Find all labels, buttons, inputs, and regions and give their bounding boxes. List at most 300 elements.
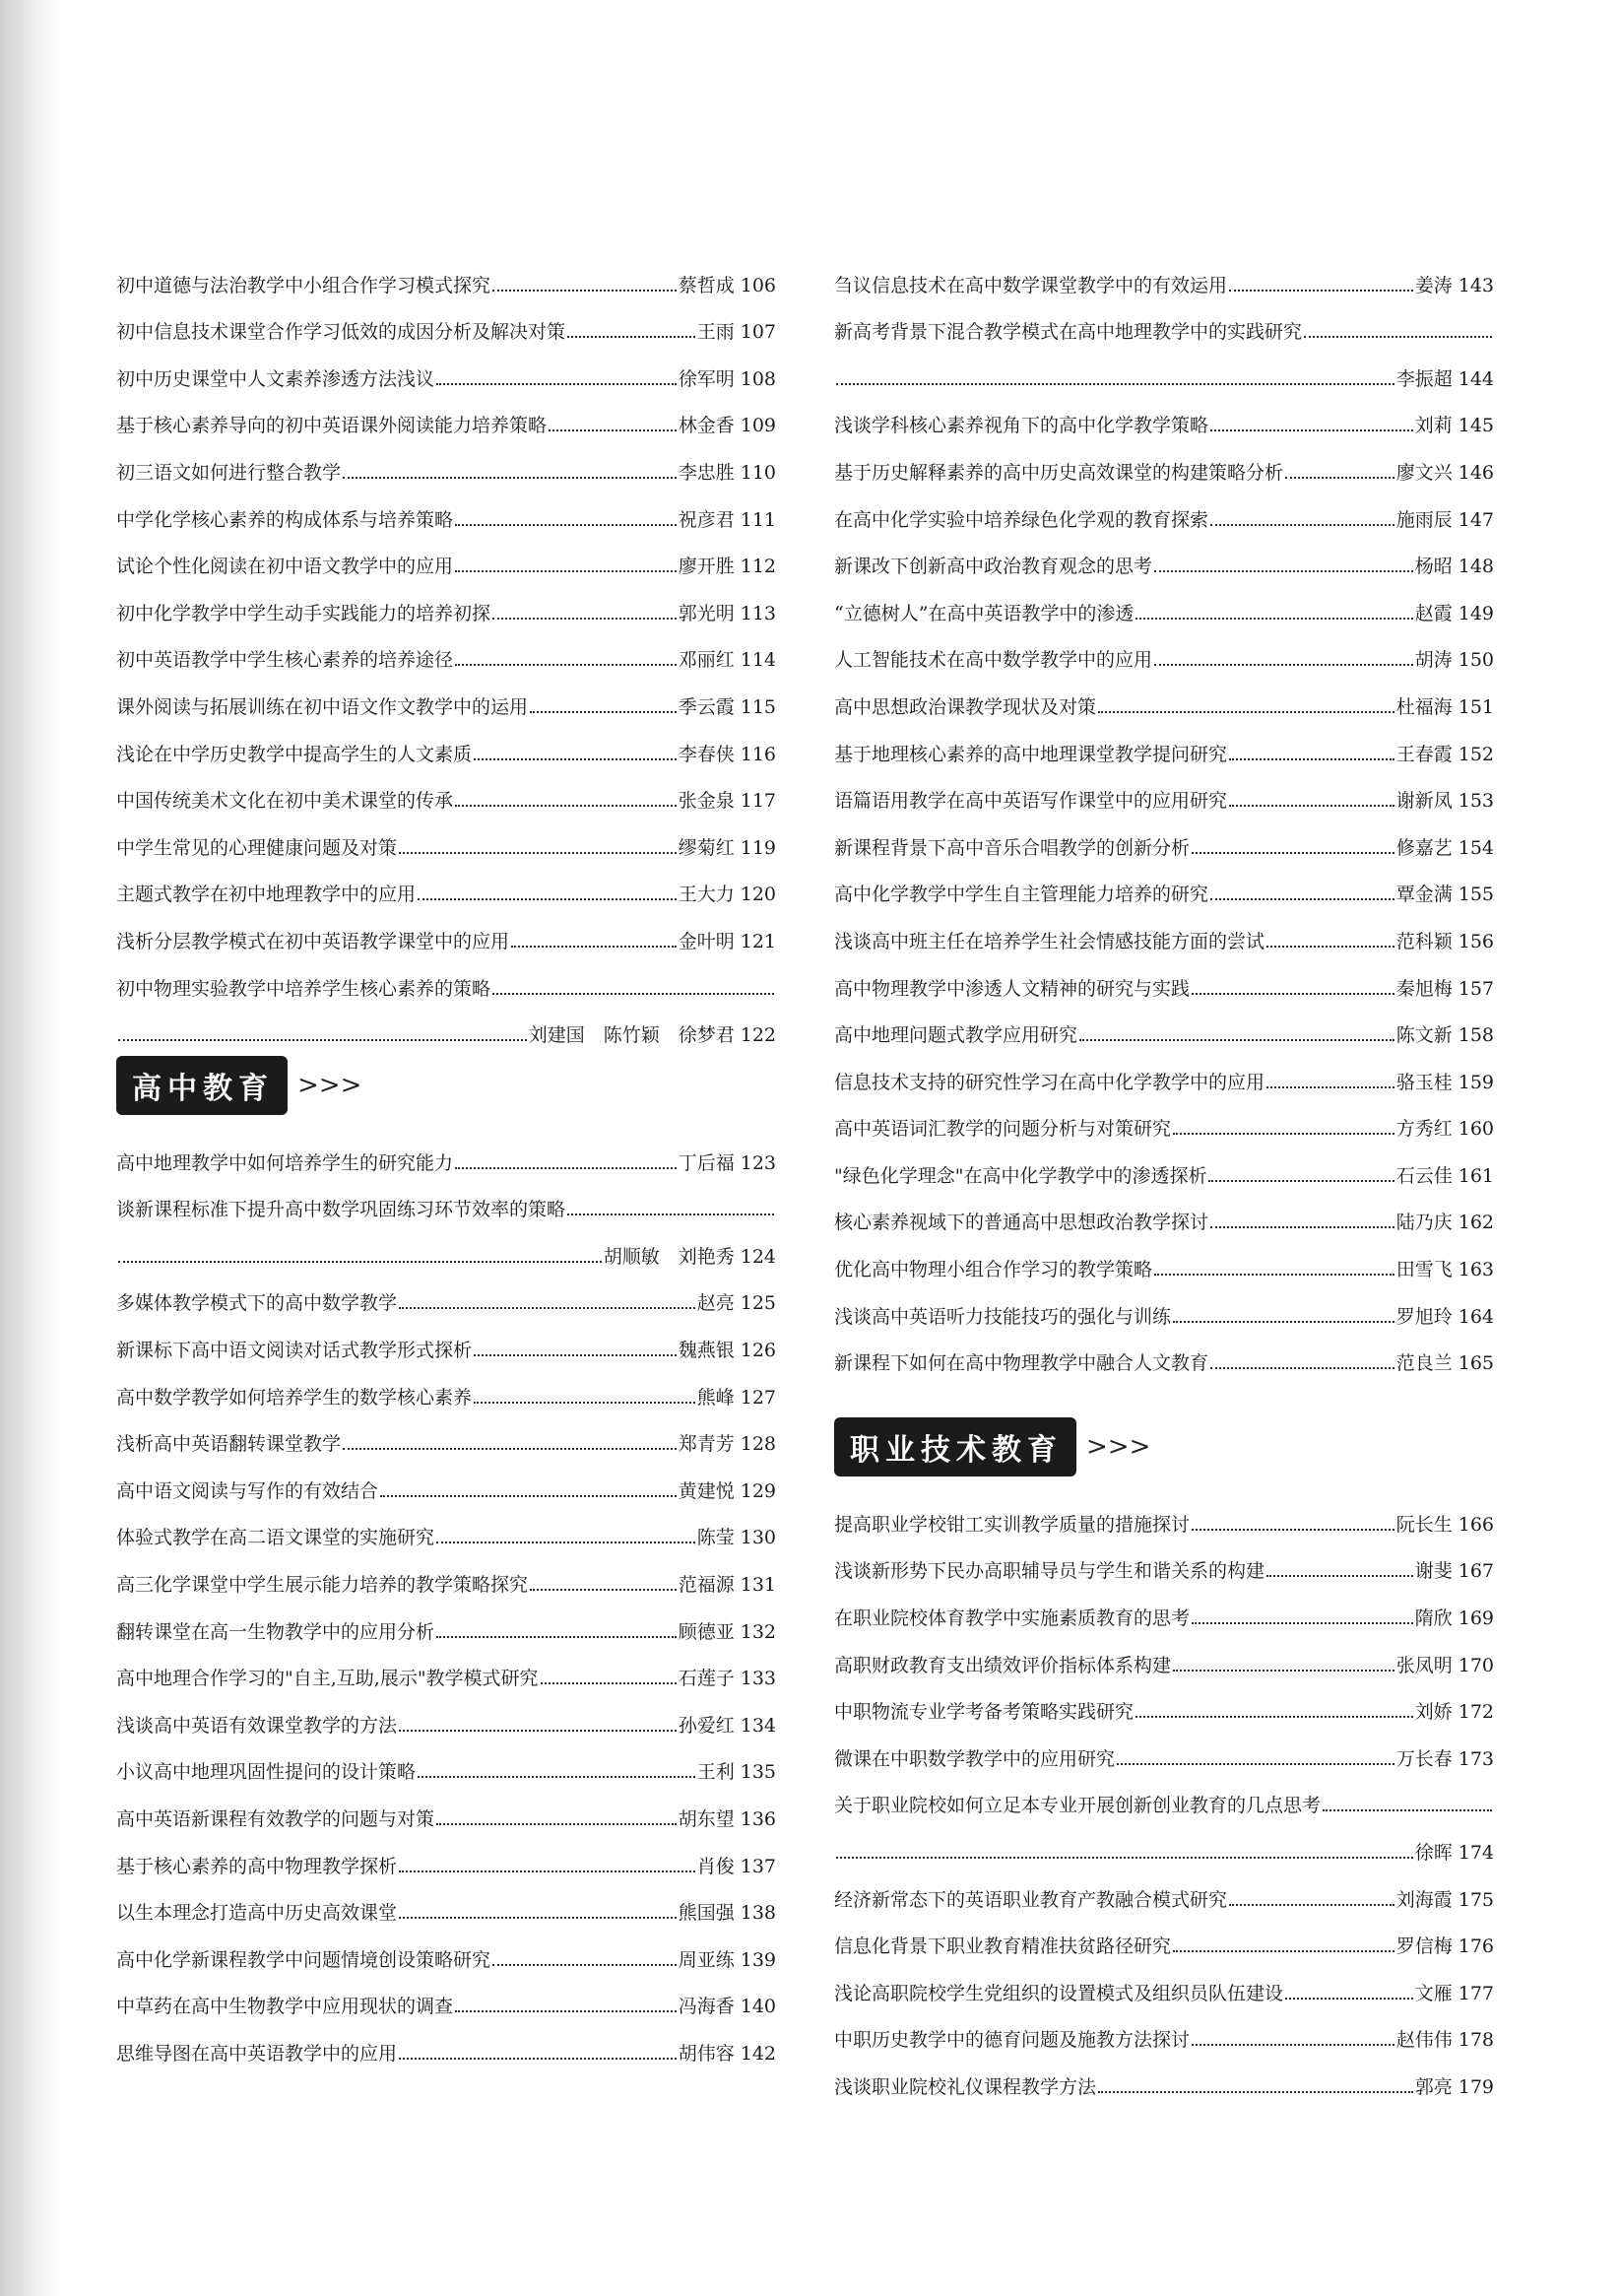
toc-entry	[834, 576, 1494, 623]
entry-title: 基于核心素养的高中物理教学探析	[116, 1855, 398, 1876]
toc-entry	[834, 435, 1494, 483]
toc-entry	[834, 717, 1494, 764]
dot-leader	[1154, 1274, 1394, 1276]
dot-leader	[1135, 1716, 1413, 1718]
dot-leader	[567, 336, 695, 338]
toc-entry	[834, 1769, 1494, 1816]
dot-leader	[455, 570, 677, 572]
entry-author-page: 姜涛 143	[1414, 274, 1494, 295]
entry-title: "绿色化学理念"在高中化学教学中的渗透探析	[834, 1164, 1207, 1186]
entry-title: 浅析分层教学模式在初中英语教学课堂中的应用	[116, 930, 510, 951]
entry-author-page: 阮长生 166	[1395, 1513, 1494, 1535]
entry-author-page: 李春侠 116	[678, 743, 776, 764]
entry-title: 中学生常见的心理健康问题及对策	[116, 836, 398, 858]
toc-entry	[834, 670, 1494, 717]
toc-entry	[834, 1535, 1494, 1582]
entry-author-page: 林金香 109	[678, 415, 776, 436]
toc-entry	[834, 1487, 1494, 1535]
entry-title: 高中地理合作学习的"自主,互助,展示"教学模式研究	[116, 1668, 539, 1689]
toc-entry	[834, 1628, 1494, 1675]
entry-title: 课外阅读与拓展训练在初中语文作文教学中的运用	[116, 695, 529, 717]
dot-leader	[1210, 524, 1394, 526]
entry-title: 基于地理核心素养的高中地理课堂教学提问研究	[834, 743, 1228, 764]
entry-author-page: 熊峰 127	[696, 1386, 776, 1408]
entry-author-page: 郑青芳 128	[678, 1433, 776, 1455]
dot-leader	[1098, 2091, 1413, 2093]
entry-title: 新课程下如何在高中物理教学中融合人文教育	[834, 1352, 1209, 1374]
entry-title: 浅谈高中英语有效课堂教学的方法	[116, 1714, 398, 1736]
entry-author-page: 万长春 173	[1395, 1747, 1494, 1769]
dot-leader	[474, 758, 677, 760]
toc-entry	[116, 1876, 776, 1924]
entry-author-page: 田雪飞 163	[1395, 1259, 1494, 1280]
entry-title: 初中道德与法治教学中小组合作学习模式探究	[116, 274, 491, 295]
dot-leader	[399, 1307, 695, 1309]
dot-leader	[1266, 946, 1394, 948]
dot-leader	[1285, 1998, 1413, 2000]
dot-leader	[1229, 805, 1394, 807]
entry-author-page: 隋欣 169	[1414, 1607, 1494, 1629]
toc-entry	[834, 811, 1494, 858]
toc-entry	[834, 1279, 1494, 1327]
entry-author-page: 李忠胜 110	[678, 461, 776, 483]
section-title: 职业技术教育	[834, 1417, 1076, 1476]
dot-leader	[492, 618, 677, 620]
dot-leader	[1266, 1575, 1413, 1577]
toc-entry	[116, 764, 776, 812]
entry-title: 试论个性化阅读在初中语文教学中的应用	[116, 556, 454, 577]
toc-entry	[834, 999, 1494, 1046]
entry-title: 浅谈职业院校礼仪课程教学方法	[834, 2075, 1097, 2097]
entry-title: 新高考背景下混合教学模式在高中地理教学中的实践研究	[834, 321, 1303, 343]
dot-leader	[1210, 1226, 1394, 1228]
entry-author-page: 骆玉桂 159	[1395, 1071, 1494, 1092]
toc-entry	[116, 1173, 776, 1220]
dot-leader	[436, 383, 677, 385]
toc-entry	[116, 670, 776, 717]
entry-author-page: 王大力 120	[678, 884, 776, 905]
entry-author-page: 罗信梅 176	[1395, 1935, 1494, 1957]
toc-entry	[116, 623, 776, 671]
toc-entry	[834, 1139, 1494, 1186]
dot-leader	[541, 1682, 677, 1684]
entry-author-page: 季云霞 115	[678, 695, 776, 717]
toc-entry	[834, 764, 1494, 812]
toc-entry	[116, 1782, 776, 1829]
entry-title: 新课程背景下高中音乐合唱教学的创新分析	[834, 836, 1191, 858]
dot-leader	[1173, 1133, 1394, 1135]
entry-title: 信息技术支持的研究性学习在高中化学教学中的应用	[834, 1071, 1265, 1092]
entry-author-page: 胡伟容 142	[678, 2042, 776, 2064]
toc-entry	[116, 811, 776, 858]
entry-author-page: 文雁 177	[1414, 1982, 1494, 2003]
toc-entry	[116, 530, 776, 577]
entry-author-page: 廖开胜 112	[678, 556, 776, 577]
toc-entry	[116, 1501, 776, 1548]
entry-author-page: 赵亮 125	[696, 1292, 776, 1314]
dot-leader	[530, 711, 677, 713]
entry-title: 中国传统美术文化在初中美术课堂的传承	[116, 790, 454, 812]
entry-author-page: 陈文新 158	[1395, 1024, 1494, 1046]
toc-entry	[834, 904, 1494, 951]
dot-leader	[1210, 429, 1413, 431]
entry-title: 高中英语新课程有效教学的问题与对策	[116, 1808, 435, 1829]
page-binding-shadow	[0, 0, 61, 2296]
toc-entry	[116, 1126, 776, 1173]
entry-author-page: 谢新凤 153	[1395, 790, 1494, 812]
dot-leader	[399, 1917, 677, 1919]
section-title: 高中教育	[116, 1056, 288, 1115]
entry-title: 中职历史教学中的德育问题及施教方法探讨	[834, 2029, 1191, 2051]
entry-title: 浅谈高中英语听力技能技巧的强化与训练	[834, 1305, 1172, 1327]
entry-title: 浅谈高中班主任在培养学生社会情感技能方面的尝试	[834, 930, 1265, 951]
dot-leader	[1304, 336, 1492, 338]
dot-leader	[1192, 1529, 1394, 1531]
toc-entry	[834, 1956, 1494, 2003]
right-section-entries	[834, 1487, 1494, 2097]
dot-leader	[1117, 1763, 1394, 1765]
entry-author-page: 冯海香 140	[678, 1996, 776, 2017]
entry-author-page: 罗旭玲 164	[1395, 1305, 1494, 1327]
entry-title: 高职财政教育支出绩效评价指标体系构建	[834, 1654, 1172, 1675]
entry-author-page: 徐晖 174	[1414, 1842, 1494, 1863]
entry-author-page: 丁后福 123	[678, 1151, 776, 1173]
entry-author-page: 廖文兴 146	[1395, 461, 1494, 483]
section-header-high-school	[116, 1045, 776, 1126]
left-initial-entries	[116, 248, 776, 1045]
dot-leader	[1192, 852, 1394, 854]
toc-entry	[116, 999, 776, 1046]
entry-title: 初中信息技术课堂合作学习低效的成因分析及解决对策	[116, 321, 566, 343]
dot-leader	[1135, 618, 1412, 620]
dot-leader	[455, 524, 677, 526]
toc-entry	[116, 1829, 776, 1876]
entry-author-page: 黄建悦 129	[678, 1479, 776, 1501]
toc-entry	[834, 2003, 1494, 2051]
toc-entry	[116, 1642, 776, 1689]
entry-title: 浅谈学科核心素养视角下的高中化学教学策略	[834, 415, 1209, 436]
dot-leader	[418, 898, 677, 900]
toc-right-column	[834, 248, 1494, 2097]
entry-author-page: 郭亮 179	[1414, 2075, 1494, 2097]
entry-title: 新课标下高中语文阅读对话式教学形式探析	[116, 1340, 473, 1361]
entry-author-page: 范良兰 165	[1395, 1352, 1494, 1374]
entry-title: 浅论在中学历史教学中提高学生的人文素质	[116, 743, 473, 764]
toc-entry	[116, 342, 776, 389]
toc-entry	[834, 951, 1494, 999]
dot-leader	[1098, 711, 1394, 713]
entry-author-page: 刘海霞 175	[1395, 1888, 1494, 1910]
entry-title: 高中地理教学中如何培养学生的研究能力	[116, 1151, 454, 1173]
toc-entry	[116, 1267, 776, 1314]
entry-title: 在职业院校体育教学中实施素质教育的思考	[834, 1607, 1191, 1629]
toc-entry	[834, 1675, 1494, 1723]
toc-entry	[116, 295, 776, 343]
toc-entry	[116, 1408, 776, 1455]
entry-title: 语篇语用教学在高中英语写作课堂中的应用研究	[834, 790, 1228, 812]
toc-entry	[116, 483, 776, 530]
entry-title: 核心素养视域下的普通高中思想政治教学探讨	[834, 1212, 1209, 1233]
section-header-vocational	[834, 1407, 1494, 1487]
entry-author-page: 肖俊 137	[696, 1855, 776, 1876]
toc-entry	[834, 858, 1494, 905]
dot-leader	[418, 1776, 695, 1778]
dot-leader	[343, 477, 677, 479]
toc-entry	[834, 1186, 1494, 1233]
dot-leader	[380, 1495, 677, 1497]
entry-title: 以生本理念打造高中历史高效课堂	[116, 1902, 398, 1924]
toc-entry	[834, 389, 1494, 436]
dot-leader	[436, 1542, 695, 1543]
dot-leader	[436, 1636, 677, 1638]
entry-title: 关于职业院校如何立足本专业开展创新创业教育的几点思考	[834, 1795, 1322, 1816]
entry-author-page: 赵霞 149	[1414, 602, 1494, 623]
toc-entry	[116, 389, 776, 436]
dot-leader	[1210, 898, 1394, 900]
entry-author-page: 刘莉 145	[1414, 415, 1494, 436]
toc-entry	[834, 1815, 1494, 1863]
section-arrows: >>>	[297, 1071, 362, 1101]
dot-leader	[1229, 1904, 1394, 1906]
dot-leader	[836, 383, 1394, 385]
toc-entry	[116, 1454, 776, 1501]
entry-title: 信息化背景下职业教育精准扶贫路径研究	[834, 1935, 1172, 1957]
toc-entry	[834, 1045, 1494, 1092]
entry-title: 高中化学新课程教学中问题情境创设策略研究	[116, 1948, 491, 1970]
dot-leader	[549, 429, 677, 431]
entry-title: 初中英语教学中学生核心素养的培养途径	[116, 649, 454, 671]
toc-entry	[116, 2016, 776, 2064]
right-initial-entries	[834, 248, 1494, 1373]
toc-entry	[834, 1327, 1494, 1374]
toc-entry	[834, 530, 1494, 577]
entry-title: 高中数学教学如何培养学生的数学核心素养	[116, 1386, 473, 1408]
entry-title: 经济新常态下的英语职业教育产教融合模式研究	[834, 1888, 1228, 1910]
entry-title: 基于历史解释素养的高中历史高效课堂的构建策略分析	[834, 461, 1284, 483]
section-arrows: >>>	[1086, 1432, 1151, 1463]
toc-entry	[116, 1923, 776, 1970]
entry-title: 高中英语词汇教学的问题分析与对策研究	[834, 1118, 1172, 1140]
entry-title: 微课在中职数学教学中的应用研究	[834, 1747, 1116, 1769]
dot-leader	[474, 1354, 677, 1356]
dot-leader	[1323, 1809, 1492, 1811]
entry-author-page: 刘娇 172	[1414, 1701, 1494, 1723]
dot-leader	[567, 1214, 774, 1215]
dot-leader	[530, 1589, 677, 1591]
section-spacer	[834, 1373, 1494, 1407]
entry-title: 高中物理教学中渗透人文精神的研究与实践	[834, 977, 1191, 999]
dot-leader	[492, 290, 677, 292]
toc-entry	[834, 1232, 1494, 1279]
dot-leader	[455, 664, 677, 666]
entry-author-page: 陆乃庆 162	[1395, 1212, 1494, 1233]
toc-entry	[116, 435, 776, 483]
entry-title: 初中历史课堂中人文素养渗透方法浅议	[116, 367, 435, 389]
toc-entry	[116, 951, 776, 999]
entry-author-page: 赵伟伟 178	[1395, 2029, 1494, 2051]
dot-leader	[1192, 993, 1394, 995]
dot-leader	[1192, 2044, 1394, 2046]
dot-leader	[1208, 1180, 1394, 1182]
entry-author-page: 邓丽红 114	[678, 649, 776, 671]
entry-author-page: 杨昭 148	[1414, 556, 1494, 577]
entry-author-page: 胡顺敏 刘艳秀 124	[603, 1245, 776, 1267]
entry-title: 高中思想政治课教学现状及对策	[834, 695, 1097, 717]
toc-entry	[116, 1595, 776, 1642]
entry-title: 多媒体教学模式下的高中数学教学	[116, 1292, 398, 1314]
toc-entry	[834, 1092, 1494, 1140]
entry-title: 浅析高中英语翻转课堂教学	[116, 1433, 342, 1455]
dot-leader	[1210, 1367, 1394, 1369]
entry-author-page: 张凤明 170	[1395, 1654, 1494, 1675]
toc-entry	[834, 623, 1494, 671]
dot-leader	[836, 1857, 1413, 1859]
entry-author-page: 徐军明 108	[678, 367, 776, 389]
toc-entry	[116, 1736, 776, 1783]
dot-leader	[1173, 1950, 1394, 1952]
entry-author-page: 范福源 131	[678, 1574, 776, 1596]
entry-author-page: 王雨 107	[696, 321, 776, 343]
toc-entry	[116, 858, 776, 905]
entry-author-page: 施雨辰 147	[1395, 508, 1494, 530]
toc-entry	[834, 2050, 1494, 2097]
dot-leader	[1173, 1670, 1394, 1672]
entry-author-page: 顾德亚 132	[678, 1620, 776, 1642]
dot-leader	[511, 946, 677, 948]
entry-title: 高中化学教学中学生自主管理能力培养的研究	[834, 884, 1209, 905]
toc-entry	[834, 1910, 1494, 1957]
toc-entry	[116, 717, 776, 764]
dot-leader	[436, 1823, 677, 1825]
entry-author-page: 魏燕银 126	[678, 1340, 776, 1361]
dot-leader	[399, 1870, 695, 1872]
toc-left-column	[116, 248, 776, 2064]
entry-title: 高中语文阅读与写作的有效结合	[116, 1479, 379, 1501]
dot-leader	[492, 993, 774, 995]
dot-leader	[455, 1167, 677, 1169]
toc-entry	[116, 576, 776, 623]
dot-leader	[1266, 1086, 1394, 1088]
entry-title: 刍议信息技术在高中数学课堂教学中的有效运用	[834, 274, 1228, 295]
toc-entry	[116, 1219, 776, 1267]
entry-author-page: 方秀红 160	[1395, 1118, 1494, 1140]
dot-leader	[492, 1964, 677, 1966]
dot-leader	[1173, 1321, 1394, 1323]
entry-title: 中学化学核心素养的构成体系与培养策略	[116, 508, 454, 530]
entry-author-page: 郭光明 113	[678, 602, 776, 623]
entry-title: 初三语文如何进行整合教学	[116, 461, 342, 483]
entry-author-page: 胡东望 136	[678, 1808, 776, 1829]
entry-title: 思维导图在高中英语教学中的应用	[116, 2042, 398, 2064]
toc-entry	[116, 1313, 776, 1360]
entry-author-page: 熊国强 138	[678, 1902, 776, 1924]
toc-entry	[116, 1360, 776, 1408]
toc-entry	[834, 1863, 1494, 1910]
entry-title: 小议高中地理巩固性提问的设计策略	[116, 1761, 417, 1783]
entry-title: 基于核心素养导向的初中英语课外阅读能力培养策略	[116, 415, 548, 436]
entry-title: 浅谈新形势下民办高职辅导员与学生和谐关系的构建	[834, 1560, 1265, 1582]
entry-author-page: 李振超 144	[1395, 367, 1494, 389]
entry-title: 浅论高职院校学生党组织的设置模式及组织员队伍建设	[834, 1982, 1284, 2003]
entry-author-page: 修嘉艺 154	[1395, 836, 1494, 858]
toc-entry	[834, 483, 1494, 530]
entry-author-page: 周亚练 139	[678, 1948, 776, 1970]
dot-leader	[118, 1039, 527, 1041]
entry-author-page: 石莲子 133	[678, 1668, 776, 1689]
entry-title: 主题式教学在初中地理教学中的应用	[116, 884, 417, 905]
dot-leader	[118, 1261, 602, 1263]
left-section-entries	[116, 1126, 776, 2064]
dot-leader	[455, 2010, 677, 2012]
dot-leader	[1154, 664, 1413, 666]
dot-leader	[343, 1448, 677, 1450]
entry-title: 提高职业学校钳工实训教学质量的措施探讨	[834, 1513, 1191, 1535]
toc-entry	[116, 248, 776, 295]
entry-author-page: 王春霞 152	[1395, 743, 1494, 764]
entry-title: 中职物流专业学考备考策略实践研究	[834, 1701, 1135, 1723]
toc-entry	[116, 1547, 776, 1595]
dot-leader	[1285, 477, 1394, 479]
entry-author-page: 陈莹 130	[696, 1527, 776, 1548]
entry-author-page: 缪菊红 119	[678, 836, 776, 858]
entry-author-page: 秦旭梅 157	[1395, 977, 1494, 999]
toc-entry	[116, 1970, 776, 2017]
entry-author-page: 金叶明 121	[678, 930, 776, 951]
entry-author-page: 刘建国 陈竹颖 徐梦君 122	[528, 1024, 776, 1046]
entry-author-page: 祝彦君 111	[678, 508, 776, 530]
toc-entry	[834, 295, 1494, 343]
entry-title: 在高中化学实验中培养绿色化学观的教育探索	[834, 508, 1209, 530]
dot-leader	[399, 852, 677, 854]
entry-title: 初中化学教学中学生动手实践能力的培养初探	[116, 602, 491, 623]
entry-author-page: 王利 135	[696, 1761, 776, 1783]
toc-entry	[834, 342, 1494, 389]
entry-author-page: 范科颖 156	[1395, 930, 1494, 951]
dot-leader	[474, 1402, 695, 1404]
toc-entry	[834, 1722, 1494, 1769]
entry-title: 谈新课程标准下提升高中数学巩固练习环节效率的策略	[116, 1199, 566, 1220]
entry-title: 初中物理实验教学中培养学生核心素养的策略	[116, 977, 491, 999]
entry-title: 体验式教学在高二语文课堂的实施研究	[116, 1527, 435, 1548]
entry-author-page: 谢斐 167	[1414, 1560, 1494, 1582]
entry-author-page: 覃金满 155	[1395, 884, 1494, 905]
toc-entry	[834, 248, 1494, 295]
entry-title: 人工智能技术在高中数学教学中的应用	[834, 649, 1153, 671]
toc-entry	[116, 904, 776, 951]
entry-title: 优化高中物理小组合作学习的教学策略	[834, 1259, 1153, 1280]
entry-title: “立德树人”在高中英语教学中的渗透	[834, 602, 1135, 623]
dot-leader	[1079, 1039, 1394, 1041]
entry-author-page: 杜福海 151	[1395, 695, 1494, 717]
dot-leader	[1229, 290, 1413, 292]
dot-leader	[1154, 570, 1413, 572]
entry-title: 翻转课堂在高一生物教学中的应用分析	[116, 1620, 435, 1642]
entry-author-page: 石云佳 161	[1395, 1164, 1494, 1186]
entry-title: 高三化学课堂中学生展示能力培养的教学策略探究	[116, 1574, 529, 1596]
entry-author-page: 胡涛 150	[1414, 649, 1494, 671]
entry-title: 高中地理问题式教学应用研究	[834, 1024, 1078, 1046]
dot-leader	[1229, 758, 1394, 760]
dot-leader	[399, 2058, 677, 2060]
dot-leader	[455, 805, 677, 807]
toc-entry	[116, 1688, 776, 1736]
entry-author-page: 孙爱红 134	[678, 1714, 776, 1736]
entry-title: 中草药在高中生物教学中应用现状的调查	[116, 1996, 454, 2017]
entry-title: 新课改下创新高中政治教育观念的思考	[834, 556, 1153, 577]
dot-leader	[399, 1730, 677, 1732]
entry-author-page: 蔡哲成 106	[678, 274, 776, 295]
dot-leader	[1192, 1622, 1413, 1624]
